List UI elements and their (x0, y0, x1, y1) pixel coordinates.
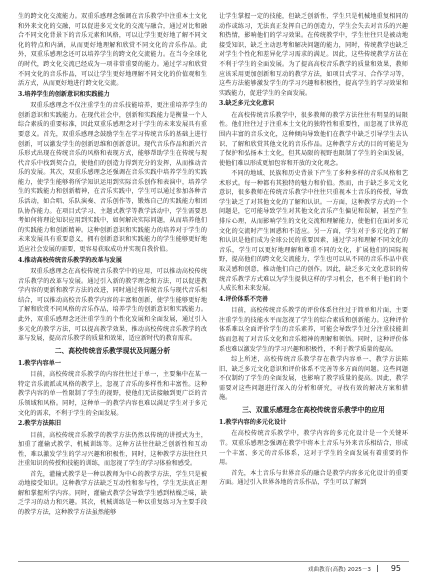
paragraph: 目前，高校传统音乐教学的内容往往过于单一，主要集中在某一特定音乐流派或风格的教学上，忽视了音乐的多样性和丰富性。这种教学内容的单一性限制了学生的视野，使他们无法接触到更广泛的音乐领域和风格。同时，这种单一的教学内容也难以满足学生对于多元文化的需求，不利于学生的全面发展。 (18, 371, 207, 417)
paragraph: 综上所述，高校传统音乐教学存在教学内容单一、教学方法陈旧、缺乏多元文化意识和评价体系不完善等多方面的问题。这些问题不仅制约了学生的全面发展，也影响了教学质量的提高。因此，教学需要对这些问题进行深入的分析和研究，寻找有效的解决方案和措施。 (219, 355, 408, 402)
subsection-heading: 3.缺乏多元文化意识 (219, 100, 275, 108)
left-column (18, 12, 207, 518)
page-footer (0, 561, 427, 573)
paragraph: 双重乐感理念在高校传统音乐教学中的应用，可以推动高校传统音乐教学的改革与发展。通过引入新的教学理念和方法，可以促进教学内容的更新和教学方法的改进，同时通过将传统音乐与现代音乐相结合，可以推动高校音乐教学内容的丰富和创新，使学生能够更好地了解和欣赏不同风格的音乐作品，培养学生的创新意识和实践能力。此外，双重乐感理念还注重学生的个性化发展和全面发展，通过引入多元化的教学方法，可以提高教学效果，推动高校传统音乐教学的改革与发展，提高音乐教学的质量和效果，适应新时代的教育需求。 (18, 268, 207, 343)
footer-rule (18, 561, 409, 562)
paragraph: 双重乐感理念不仅注重学生的音乐技能培养，更注重培养学生的创新意识和实践能力。在现代社会中，创新和实践能力是衡量一个人综合素质的重要标准，因此双重乐感理念对于学生的未来发展具有重要意义。首先，双重乐感理念鼓励学生在学习传统音乐的基础上进行创新，可以激发学生的创新思维和创新意识。现代音乐作品和新兴音乐形式出现在传统音乐的风格和表现方式，能够帮助学生在传统与现代音乐中找到契合点，使他们的创造力得到充分的发挥，从而推动音乐的发展。其次，双重乐感理念还强调在音乐实践中培养学生的实践能力，使学生能够将所学知识运用到实际音乐创作和表演中，培养学生的实践能力和创新精神，在音乐实践中，学生可以通过参加各种音乐活动，如合唱、乐队演奏、音乐创作等，锻炼自己的实践能力和团队协作能力。在项目式学习、主题式教学等教学活动中，学生需要思考如何将理论知识应用到实践中，如何解决实际问题，从而培养他们的实践能力和创新精神。这种创新意识和实践能力的培养对于学生的未来发展具有重要意义，拥有创新意识和实践能力的学生能够更好地适应社会发展的需要，更容易获取成功并实现自我价值。 (18, 102, 207, 254)
paragraph: 不同的地域、民族和历史背景下产生了多种多样的音乐风格和艺术形式。每一种都有其独特的魅力和价值。然而，由于缺乏多元文化意识，很多教师在传统音乐教学中往往只重视本土音乐的传授，导致学生缺乏了对其他文化的了解和认识。一方面，这种教学方式的一个问题是，它可能导致学生对其他文化音乐产生偏见和误解，甚至产生排斥心理，从而影响学生的文化交流和理解能力，使他们在面对多元文化的交流时产生困惑和不适应。另一方面，学生对于多元化的了解和认识是他们成为全球公民的重要因素，通过学习和理解不同文化的音乐，学生可以更好地理解和尊重不同的文化，扩展他们的国际视野，提高他们的跨文化交流能力，学生也可以从不同的音乐作品中获取灵感和创意，推动他们自己的创作。因此，缺乏多元文化意识的传统音乐教学方式难以为学生提供这样的学习机会，也不利于他们的个人成长和未来发展。 (219, 170, 408, 293)
subsection-heading: 4.推动高校传统音乐教学的改革与发展 (18, 256, 122, 264)
subsection-heading: 4.评价体系不完善 (219, 295, 269, 303)
page-number: 95 (390, 563, 401, 573)
subsection-heading: 2.教学方法陈旧 (18, 420, 61, 428)
section-heading: 三、双重乐感理念在高校传统音乐教学中的应用 (242, 405, 385, 414)
paragraph: 让学生掌握一定的技能，但缺乏创新性，学生只是机械地重复相同的动作或练习，无法真正发挥自己的创造力，学生会失去对音乐的兴趣和热情，影响他们的学习效果。在传统教学中，学生往往只是被动地接受知识，缺乏主动思考和解决问题的能力，同时，传统教学也缺乏对学生个性化和差异化学习需求的满足。因此，这些传统教学方法在不利于学生的全面发展。为了提高高校音乐教学的质量和效果，教师应该采用更加创新和互动的教学方法，如项目式学习、合作学习等，这些方法能够激发学生的学习兴趣和积极性，提高学生的学习效果和实践能力，促进学生的全面发展。 (219, 13, 408, 97)
journal-name: 戏曲教育(高教) 2025－3 (307, 567, 371, 573)
subsection-heading: 3.培养学生的创新意识和实践能力 (18, 90, 110, 98)
subsection-heading: 1.教学内容单一 (18, 359, 61, 367)
section-heading: 二、高校传统音乐教学现状及问题分析 (54, 346, 171, 355)
paragraph: 在高校传统音乐教学中，教学内容的多元化设计是一个关键环节。双重乐感理念强调在教学中将本土音乐与外来音乐相结合，形成一个丰富、多元的音乐体系，这对于学生的全面发展有着重要的作用。 (219, 430, 408, 467)
paragraph: 在高校传统音乐教学中，很多教师的教学方法往往有明显的局限性。他们往往过于注重本土文化的独特性和重要性，而忽视了世界范围内丰富的音乐文化，这种倾向导致他们在教学中缺乏引导学生去认识、了解和欣赏其他文化的音乐作品。这种教学方式的目的可能是为了保护和弘扬本土文化，但其局限的视野也限制了学生的全面发展，使他们难以形成更加包容和开放的文化观念。 (219, 111, 408, 167)
paragraph: 首先，灌输式教学是一种以教师为中心的教学方法，学生只是被动地接受知识。这种教学方法缺乏互动性和参与性，学生无法真正理解和掌握所学内容。同时，灌输式教学会导致学生感到枯燥乏味，缺乏学习的动力和兴趣。其次，机械训练是一种以重复练习为主要手段的教学方法，这种教学方法虽然能够 (18, 470, 207, 517)
paragraph: 首先，本土音乐与世界音乐的融合是教学内容多元化设计的重要方面。通过引入世界各地的音乐作品，学生可以了解到 (219, 469, 408, 487)
paragraph: 生的跨文化交流能力。双重乐感理念强调在音乐教学中注重本土文化和外来文化的交融，可以促进多元文化的交流与融合，通过对比和融合不同文化背景下的音乐元素和风格，可以让学生更好地了解不同文化的特点和内涵，从而更好地理解和欣赏不同文化的音乐作品。此外，双重乐感理念还可以培养学生的跨文化交流能力。在当今全球化的时代，跨文化交流已经成为一项非常重要的能力。通过学习和欣赏不同文化的音乐作品，可以让学生更好地理解不同文化的价值观和生活方式，从而更好地进行跨文化交流。 (18, 13, 207, 88)
paragraph: 目前，高校传统音乐教学的教学方法仍然以传统的讲授式为主，加重了灌输式教学、机械训练等。这种方法往往缺乏创新性和互动性，难以激发学生的学习兴趣和积极性，同时，这种教学方法往往只注重知识的传授和技能的训练，而忽视了学生的学习体验和感受。 (18, 431, 207, 468)
footer-divider (377, 565, 378, 572)
paragraph: 目前，高校传统音乐教学的评价体系往往过于简单和片面，主要注重学生的技能水平而忽视了学生的综合素质和创新能力。这种评价体系难以全面评价学生的音乐素养，可能会导致学生过分注重技能训练而忽视了对音乐文化和音乐精神的理解和领悟。同时，这种评价体系也难以激发学生的学习兴趣和积极性，不利于教学质量的提高。 (219, 307, 408, 353)
subsection-heading: 1.教学内容的多元化设计 (219, 418, 287, 426)
right-column (219, 12, 408, 488)
